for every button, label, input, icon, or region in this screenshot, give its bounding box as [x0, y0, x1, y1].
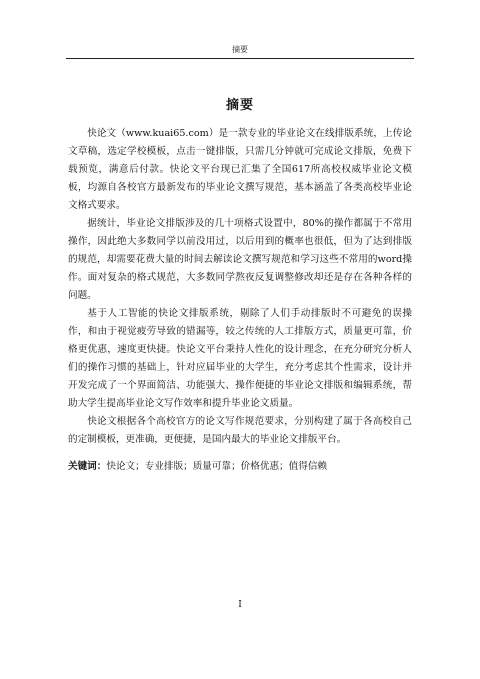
keywords-line: [68, 458, 412, 476]
abstract-body: [68, 125, 412, 476]
keywords-text: 快论文；专业排版；质量可靠；价格优惠；值得信赖: [106, 461, 328, 472]
abstract-paragraph-3: 基于人工智能的快论文排版系统，剔除了人们手动排版时不可避免的误操作，和由于视觉疲劳导致的错漏等，较之传统的人工排版方式，质量更可靠，价格更优惠，速度更快捷。快论文平台秉持人性化的设计理念，在充分研究分析人们的操作习惯的基础上，针对应届毕业的大学生，充分考虑其个性需求，设计并开发完成了一个界面简洁、功能强大、操作便捷的毕业论文排版和编辑系统，帮助大学生提高毕业论文写作效率和提升毕业论文质量。: [68, 308, 412, 409]
abstract-paragraph-4: 快论文根据各个高校官方的论文写作规范要求，分别构建了属于各高校自己的定制模板，更准确，更便捷，是国内最大的毕业论文排版平台。: [68, 416, 412, 445]
page-number: I: [238, 600, 242, 610]
abstract-paragraph-2: 据统计，毕业论文排版涉及的几十项格式设置中，80%的操作都属于不常用操作，因此绝大多数同学以前没用过，以后用到的概率也很低，但为了达到排版的规范，却需要花费大量的时间去解读论文撰写规范和学习这些不常用的word操作。面对复杂的格式规范，大多数同学熬夜反复调整修改却还是存在各种各样的问题。: [68, 218, 412, 301]
keywords-label: 关键词：: [68, 461, 107, 472]
header-rule: [66, 58, 414, 59]
page-title: 摘要: [225, 98, 254, 113]
running-header: 摘要: [232, 45, 248, 54]
abstract-paragraph-1: 快论文（www.kuai65.com）是一款专业的毕业论文在线排版系统，上传论文草稿，选定学校模板，点击一键排版，只需几分钟就可完成论文排版，免费下载预览，满意后付款。快论文平台现已汇集了全国617所高校权威毕业论文模板，均源自各校官方最新发布的毕业论文撰写规范，基本涵盖了各类高校毕业论文格式要求。: [68, 128, 412, 211]
